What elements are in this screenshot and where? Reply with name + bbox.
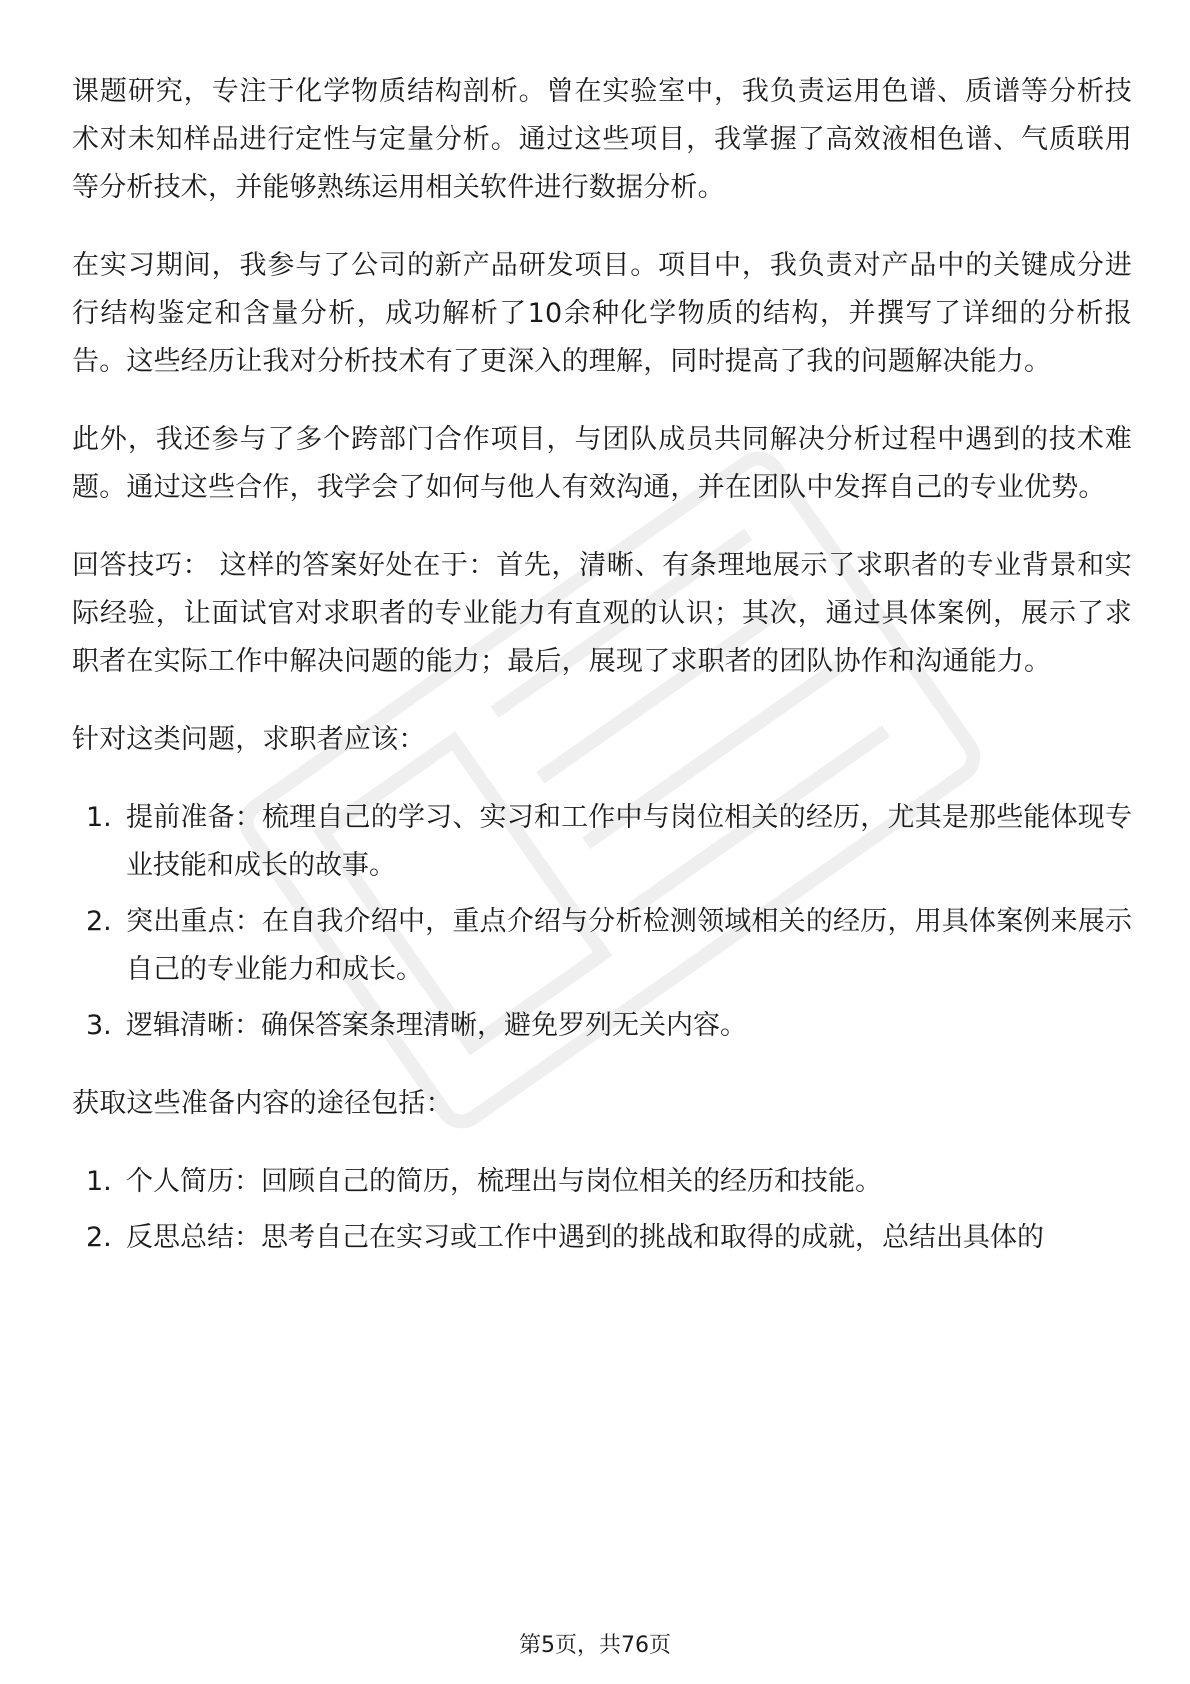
sources-list bbox=[72, 1158, 1132, 1262]
paragraph-answer-tips: 回答技巧： 这样的答案好处在于：首先，清晰、有条理地展示了求职者的专业背景和实际经验，让面试官对求职者的专业能力有直观的认识；其次，通过具体案例，展示了求职者在实际工作中解决问题的能力；最后，展现了求职者的团队协作和沟通能力。 bbox=[72, 550, 1132, 677]
paragraph-3: 此外，我还参与了多个跨部门合作项目，与团队成员共同解决分析过程中遇到的技术难题。通过这些合作，我学会了如何与他人有效沟通，并在团队中发挥自己的专业优势。 bbox=[72, 424, 1132, 503]
list-text: 提前准备：梳理自己的学习、实习和工作中与岗位相关的经历，尤其是那些能体现专业技能和成长的故事。 bbox=[126, 802, 1132, 881]
list-number: 2. bbox=[86, 1222, 112, 1253]
section-intro: 针对这类问题，求职者应该： bbox=[72, 724, 426, 755]
list-number: 1. bbox=[86, 1166, 112, 1197]
list-text: 反思总结：思考自己在实习或工作中遇到的挑战和取得的成就，总结出具体的 bbox=[126, 1222, 1044, 1253]
list-item bbox=[72, 1214, 1132, 1262]
list-number: 2. bbox=[86, 906, 112, 937]
list-text: 逻辑清晰：确保答案条理清晰，避免罗列无关内容。 bbox=[126, 1010, 747, 1041]
list-item bbox=[72, 1002, 1132, 1050]
list-number: 1. bbox=[86, 802, 112, 833]
list-number: 3. bbox=[86, 1010, 112, 1041]
section-intro: 获取这些准备内容的途径包括： bbox=[72, 1088, 453, 1119]
list-text: 个人简历：回顾自己的简历，梳理出与岗位相关的经历和技能。 bbox=[126, 1166, 882, 1197]
page-footer: 第5页，共76页 bbox=[519, 1633, 671, 1658]
document-body bbox=[72, 68, 1132, 1292]
list-item bbox=[72, 794, 1132, 890]
list-item bbox=[72, 898, 1132, 994]
paragraph-2: 在实习期间，我参与了公司的新产品研发项目。项目中，我负责对产品中的关键成分进行结构鉴定和含量分析，成功解析了10余种化学物质的结构，并撰写了详细的分析报告。这些经历让我对分析技术有了更深入的理解，同时提高了我的问题解决能力。 bbox=[72, 250, 1132, 377]
list-text: 突出重点：在自我介绍中，重点介绍与分析检测领域相关的经历，用具体案例来展示自己的专业能力和成长。 bbox=[126, 906, 1132, 985]
advice-list bbox=[72, 794, 1132, 1050]
paragraph-1: 课题研究，专注于化学物质结构剖析。曾在实验室中，我负责运用色谱、质谱等分析技术对未知样品进行定性与定量分析。通过这些项目，我掌握了高效液相色谱、气质联用等分析技术，并能够熟练运用相关软件进行数据分析。 bbox=[72, 76, 1132, 203]
list-item bbox=[72, 1158, 1132, 1206]
